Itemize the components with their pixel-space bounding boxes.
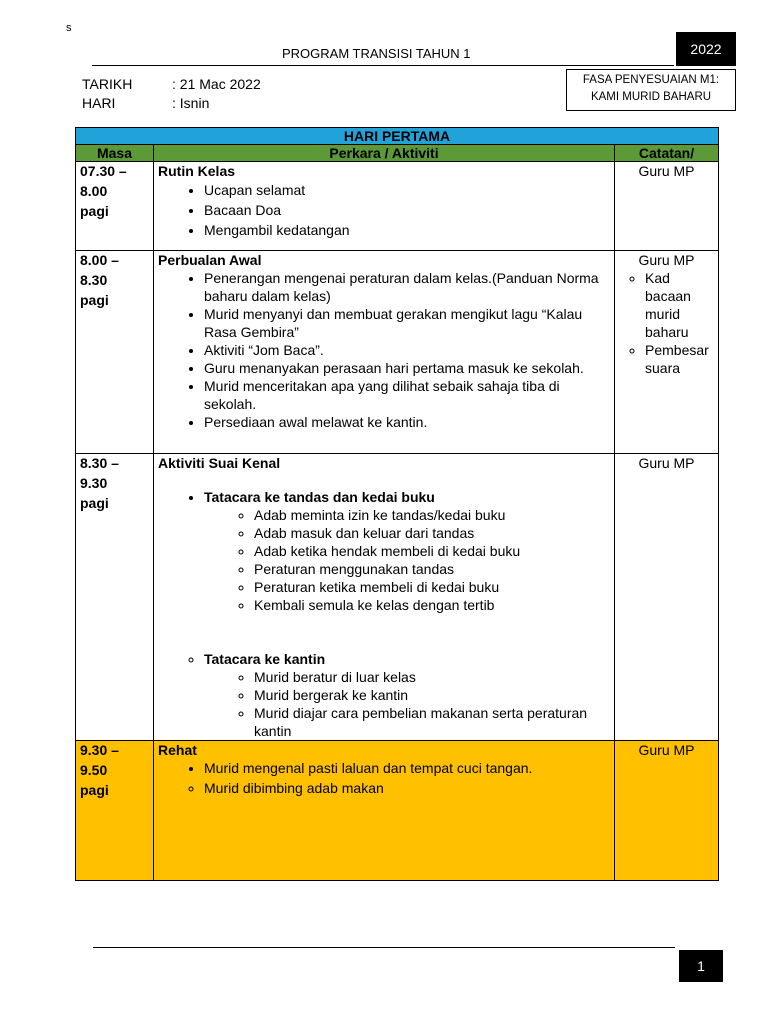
page-number: 1 bbox=[679, 950, 723, 982]
activity-list bbox=[158, 269, 610, 431]
activity-cell bbox=[154, 741, 615, 881]
table-row bbox=[76, 741, 719, 881]
subsection-list bbox=[158, 650, 610, 668]
activity-title: Rutin Kelas bbox=[158, 163, 236, 179]
time-start: 9.30 – bbox=[80, 742, 119, 758]
time-end: 9.50 bbox=[80, 762, 108, 778]
list-item: • Penerangan mengenai peraturan dalam kelas.(Panduan Norma baharu dalam kelas) bbox=[204, 269, 610, 305]
activity-sublist bbox=[158, 779, 610, 797]
hari-label: HARI bbox=[82, 95, 116, 111]
subsection-list bbox=[158, 488, 610, 506]
list-item: ◦ Adab meminta izin ke tandas/kedai buku bbox=[254, 506, 610, 524]
activity-cell bbox=[154, 162, 615, 251]
time-cell bbox=[76, 454, 154, 741]
list-item: ◦ Peraturan ketika membeli di kedai buku bbox=[254, 578, 610, 596]
table-row bbox=[76, 162, 719, 251]
time-start: 07.30 – bbox=[80, 163, 127, 179]
activity-cell bbox=[154, 251, 615, 454]
list-item: ◦ Murid diajar cara pembelian makanan serta peraturan kantin bbox=[254, 704, 610, 740]
time-period: pagi bbox=[80, 495, 109, 511]
hari-row bbox=[82, 94, 209, 112]
corner-mark: s bbox=[66, 22, 72, 34]
header-title: PROGRAM TRANSISI TAHUN 1 bbox=[282, 46, 471, 61]
activity-list bbox=[158, 181, 610, 239]
col-aktiviti: Perkara / Aktiviti bbox=[154, 145, 615, 162]
activity-list bbox=[158, 759, 610, 777]
time-start: 8.30 – bbox=[80, 455, 119, 471]
fasa-box bbox=[566, 69, 736, 111]
list-item: ◦ Murid dibimbing adab makan bbox=[204, 779, 610, 797]
list-item: • Murid menyanyi dan membuat gerakan mengikut lagu “Kalau Rasa Gembira” bbox=[204, 305, 610, 341]
list-item: • Murid menceritakan apa yang dilihat sebaik sahaja tiba di sekolah. bbox=[204, 377, 610, 413]
list-item: ◦ Murid beratur di luar kelas bbox=[254, 668, 610, 686]
list-item: • Ucapan selamat bbox=[204, 181, 610, 199]
time-period: pagi bbox=[80, 782, 109, 798]
time-cell bbox=[76, 741, 154, 881]
time-end: 9.30 bbox=[80, 475, 108, 491]
schedule-table bbox=[75, 127, 719, 881]
table-row bbox=[76, 454, 719, 741]
time-period: pagi bbox=[80, 292, 109, 308]
time-end: 8.30 bbox=[80, 272, 108, 288]
subsection-items bbox=[158, 668, 610, 740]
time-end: 8.00 bbox=[80, 183, 108, 199]
table-row bbox=[76, 251, 719, 454]
year-badge: 2022 bbox=[676, 32, 736, 66]
activity-title: Perbualan Awal bbox=[158, 252, 262, 268]
note-cell bbox=[615, 251, 719, 454]
list-item: ◦ Peraturan menggunakan tandas bbox=[254, 560, 610, 578]
fasa-line-2: KAMI MURID BAHARU bbox=[590, 91, 712, 103]
list-item: ◦ Adab ketika hendak membeli di kedai buku bbox=[254, 542, 610, 560]
tarikh-row bbox=[82, 75, 261, 93]
list-item: • Aktiviti “Jom Baca”. bbox=[204, 341, 610, 359]
list-item: • Murid mengenal pasti laluan dan tempat cuci tangan. bbox=[204, 759, 610, 777]
time-period: pagi bbox=[80, 203, 109, 219]
tarikh-value: : 21 Mac 2022 bbox=[172, 76, 261, 92]
col-masa: Masa bbox=[76, 145, 154, 162]
note-cell: Guru MP bbox=[615, 162, 719, 251]
activity-title: Aktiviti Suai Kenal bbox=[158, 455, 281, 471]
list-item: ◦ Murid bergerak ke kantin bbox=[254, 686, 610, 704]
subsection-items bbox=[158, 506, 610, 614]
list-item: • Guru menanyakan perasaan hari pertama masuk ke sekolah. bbox=[204, 359, 610, 377]
note-cell: Guru MP bbox=[615, 741, 719, 881]
time-cell bbox=[76, 251, 154, 454]
time-cell bbox=[76, 162, 154, 251]
list-item: • Mengambil kedatangan bbox=[204, 221, 610, 239]
activity-title: Rehat bbox=[158, 742, 197, 758]
list-item: • Bacaan Doa bbox=[204, 201, 610, 219]
fasa-line-1: FASA PENYESUAIAN M1: bbox=[582, 74, 720, 86]
time-start: 8.00 – bbox=[80, 252, 119, 268]
header-rule bbox=[92, 65, 674, 66]
note-teacher: Guru MP bbox=[638, 252, 695, 268]
subsection-title: ◦ Tatacara ke kantin bbox=[204, 650, 610, 668]
footer-rule bbox=[93, 947, 675, 948]
note-list bbox=[619, 269, 714, 377]
col-catatan: Catatan/ bbox=[615, 145, 719, 162]
list-item: ◦ Kembali semula ke kelas dengan tertib bbox=[254, 596, 610, 614]
tarikh-label: TARIKH bbox=[82, 76, 133, 92]
day-title: HARI PERTAMA bbox=[76, 128, 719, 145]
note-cell: Guru MP bbox=[615, 454, 719, 741]
list-item: ◦ Adab masuk dan keluar dari tandas bbox=[254, 524, 610, 542]
list-item: • Persediaan awal melawat ke kantin. bbox=[204, 413, 610, 431]
list-item: ◦ Pembesar suara bbox=[645, 341, 714, 377]
activity-cell bbox=[154, 454, 615, 741]
subsection-title: • Tatacara ke tandas dan kedai buku bbox=[204, 488, 610, 506]
hari-value: : Isnin bbox=[172, 95, 210, 111]
day-header-row bbox=[76, 128, 719, 145]
list-item: ◦ Kad bacaan murid baharu bbox=[645, 269, 714, 341]
column-header-row bbox=[76, 145, 719, 162]
